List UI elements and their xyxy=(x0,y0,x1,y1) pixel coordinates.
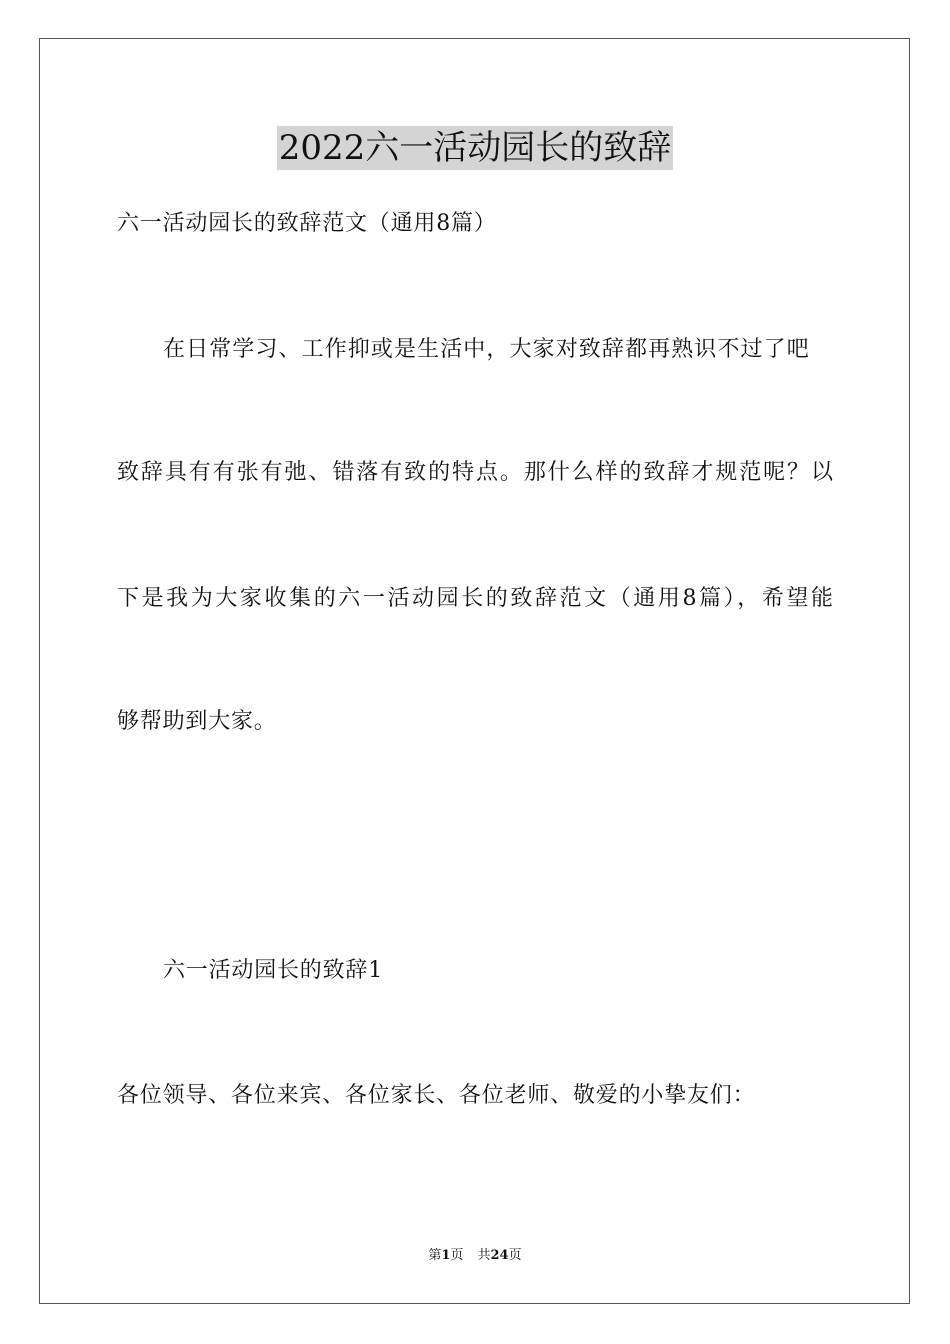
footer-total-pages: 24 xyxy=(490,1248,509,1263)
intro-line-1: 在日常学习、工作抑或是生活中，大家对致辞都再熟识不过了吧 xyxy=(163,337,810,362)
document-subtitle: 六一活动园长的致辞范文（通用8篇） xyxy=(117,211,497,236)
footer-page-suffix: 页 xyxy=(450,1248,464,1263)
title-container xyxy=(0,126,950,170)
greeting-line: 各位领导、各位来宾、各位家长、各位老师、敬爱的小挚友们： xyxy=(117,1083,756,1108)
footer-page-prefix: 第 xyxy=(428,1248,442,1263)
footer-page-number: 1 xyxy=(441,1248,451,1263)
section-heading: 六一活动园长的致辞1 xyxy=(163,958,383,983)
footer-total-suffix: 页 xyxy=(508,1248,522,1263)
footer-total-prefix: 共 xyxy=(477,1248,491,1263)
intro-line-4: 够帮助到大家。 xyxy=(117,709,277,734)
document-title: 2022六一活动园长的致辞 xyxy=(278,128,672,168)
page-footer xyxy=(0,1246,950,1266)
intro-line-3: 下是我为大家收集的六一活动园长的致辞范文（通用8篇），希望能 xyxy=(117,586,833,611)
intro-line-2: 致辞具有有张有弛、错落有致的特点。那什么样的致辞才规范呢？以 xyxy=(117,460,833,485)
